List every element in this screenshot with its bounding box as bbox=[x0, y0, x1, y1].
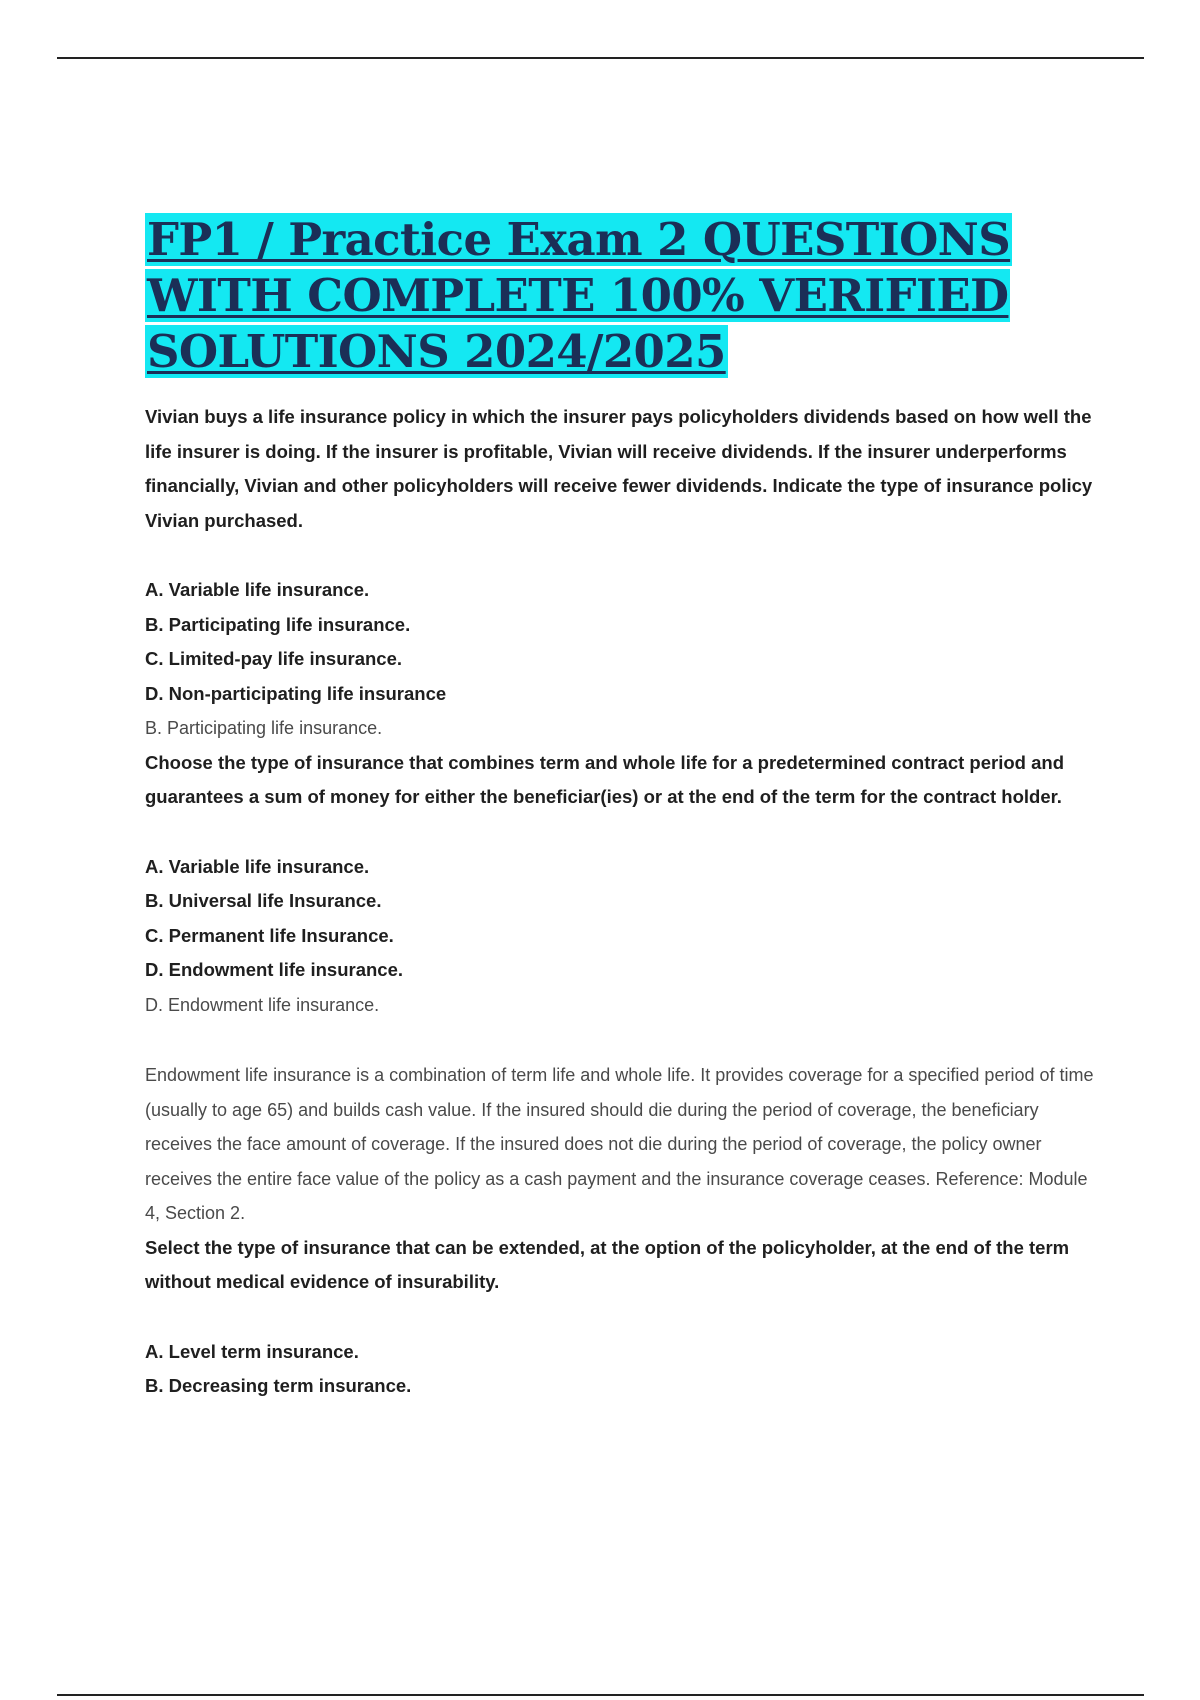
question-2 bbox=[145, 746, 1095, 1231]
option-b: B. Participating life insurance. bbox=[145, 613, 411, 635]
option-list bbox=[145, 850, 1095, 988]
option-a: A. Level term insurance. bbox=[145, 1340, 359, 1362]
document-title bbox=[145, 212, 1095, 380]
option-c: C. Permanent life Insurance. bbox=[145, 924, 394, 946]
bottom-rule bbox=[57, 1694, 1144, 1696]
option-list bbox=[145, 1335, 1095, 1404]
option-list bbox=[145, 573, 1095, 711]
document-body bbox=[145, 212, 1095, 1404]
answer-text: D. Endowment life insurance. bbox=[145, 994, 380, 1015]
question-1 bbox=[145, 400, 1095, 746]
option-d: D. Endowment life insurance. bbox=[145, 959, 404, 980]
explanation-text: Endowment life insurance is a combination of term life and whole life. It provides coverage for a specified period of time (usually to age 65) and builds cash value. If the insured should die during the period of coverage, the beneficiary receives the face amount of coverage. If the insured does not die during the period of coverage, the policy owner receives the entire face value of the policy as a cash payment and the insurance coverage ceases. Reference: Module 4, Section 2. bbox=[145, 1065, 1094, 1223]
option-d: D. Non-participating life insurance bbox=[145, 682, 447, 704]
option-b: B. Decreasing term insurance. bbox=[145, 1375, 412, 1396]
answer-text: B. Participating life insurance. bbox=[145, 718, 383, 738]
option-a: A. Variable life insurance. bbox=[145, 855, 370, 877]
question-3 bbox=[145, 1231, 1095, 1404]
question-text: Choose the type of insurance that combines term and whole life for a predetermined contract period and guarantees a sum of money for either the beneficiar(ies) or at the end of the term for the contract holder. bbox=[145, 751, 1064, 807]
question-text: Select the type of insurance that can be extended, at the option of the policyholder, at the end of the term without medical evidence of insurability. bbox=[145, 1236, 1070, 1292]
question-text: Vivian buys a life insurance policy in which the insurer pays policyholders dividends based on how well the life insurer is doing. If the insurer is profitable, Vivian will receive dividends. If the insurer underperforms financially, Vivian and other policyholders will receive fewer dividends. Indicate the type of insurance policy Vivian purchased. bbox=[145, 406, 1093, 531]
title-highlight: FP1 / Practice Exam 2 QUESTIONS WITH COMPLETE 100% VERIFIED SOLUTIONS 2024/2025 bbox=[147, 213, 1011, 378]
option-c: C. Limited-pay life insurance. bbox=[145, 648, 403, 669]
option-b: B. Universal life Insurance. bbox=[145, 890, 382, 911]
option-a: A. Variable life insurance. bbox=[145, 579, 370, 600]
top-rule bbox=[57, 57, 1144, 59]
